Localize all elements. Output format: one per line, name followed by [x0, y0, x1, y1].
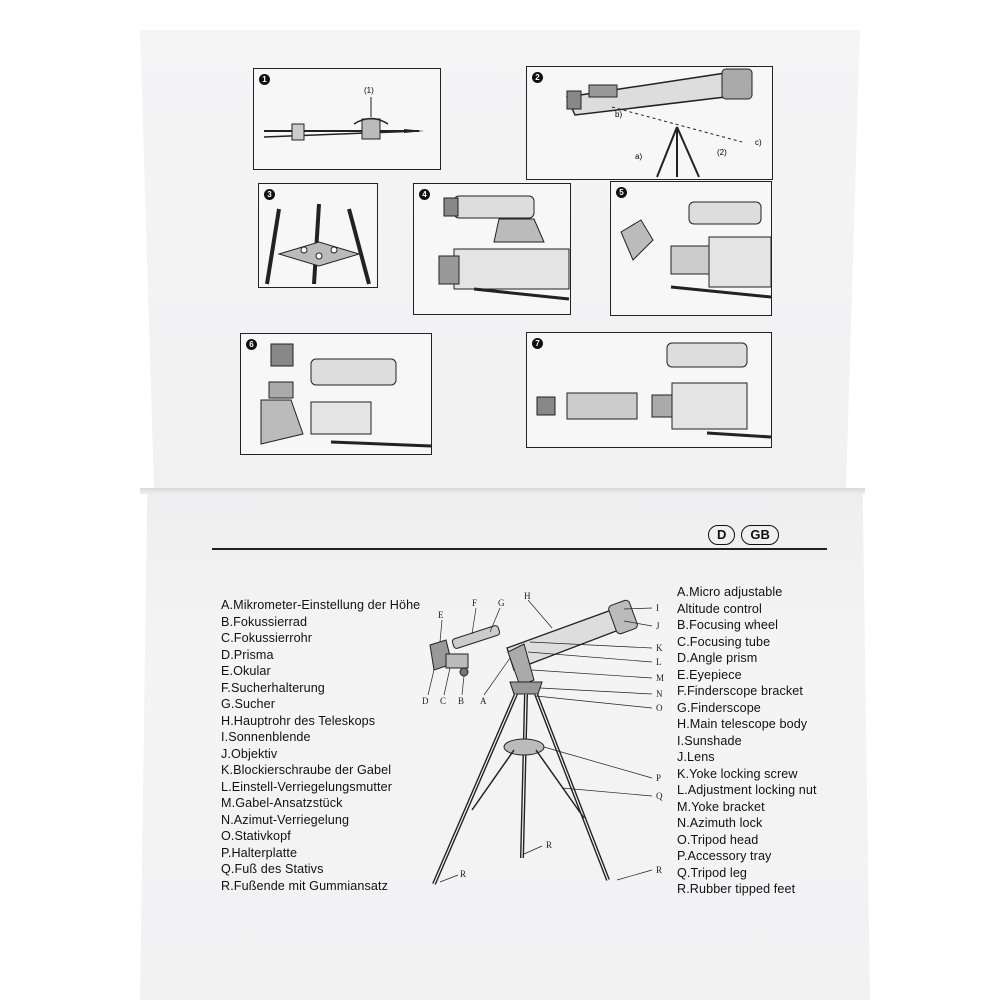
list-item: R.Fußende mit Gummiansatz	[221, 878, 388, 893]
step-1-panel	[253, 68, 441, 170]
list-item: I.Sunshade	[677, 733, 742, 748]
step-3-panel	[258, 183, 378, 288]
diagram-label-q: Q	[656, 791, 663, 801]
step-7-panel	[526, 332, 772, 448]
diagram-label-n: N	[656, 689, 663, 699]
list-item: B.Fokussierrad	[221, 614, 308, 629]
list-item: H.Hauptrohr des Teleskops	[221, 713, 376, 728]
list-item: L.Einstell-Verriegelungsmutter	[221, 779, 392, 794]
parts-list-german	[221, 597, 420, 894]
diagram-label-i: I	[656, 603, 659, 613]
step-number: 4	[419, 189, 430, 200]
list-item: I.Sonnenblende	[221, 730, 311, 744]
step-4-panel	[413, 183, 571, 315]
page-fold	[140, 488, 865, 494]
list-item: F.Sucherhalterung	[221, 680, 325, 695]
list-item: G.Sucher	[221, 697, 275, 711]
list-item: C.Fokussierrohr	[221, 631, 313, 645]
list-item: G.Finderscope	[677, 700, 761, 715]
list-item: H.Main telescope body	[677, 717, 808, 731]
header-rule	[212, 548, 827, 550]
step-4-illustration	[414, 184, 570, 314]
list-item: E.Okular	[221, 664, 271, 678]
step-number: 2	[532, 72, 543, 83]
diagram-label-f: F	[472, 598, 478, 608]
diagram-label-j: J	[656, 621, 660, 631]
diagram-label-l: L	[656, 657, 662, 667]
step-2-callout-a: a)	[635, 152, 643, 161]
diagram-label-c: C	[440, 696, 447, 706]
diagram-label-b: B	[458, 696, 465, 706]
step-3-illustration	[259, 184, 377, 287]
list-item: P.Halterplatte	[221, 845, 298, 860]
step-number: 3	[264, 189, 275, 200]
step-5-panel	[610, 181, 772, 316]
step-2-callout-2: (2)	[717, 148, 727, 157]
step-1-callout: (1)	[364, 86, 374, 95]
list-item: A.Mikrometer-Einstellung der Höhe	[221, 598, 421, 612]
diagram-label-k: K	[656, 643, 663, 653]
list-item: O.Tripod head	[677, 832, 759, 847]
diagram-label-p: P	[656, 773, 662, 783]
step-2-panel	[526, 66, 773, 180]
parts-list-english	[677, 584, 817, 898]
step-number: 7	[532, 338, 543, 349]
diagram-label-a: A	[480, 696, 487, 706]
telescope-diagram	[412, 590, 682, 900]
list-item: J.Lens	[677, 750, 715, 764]
step-1-illustration	[254, 69, 440, 169]
list-item: N.Azimut-Verriegelung	[221, 812, 350, 827]
diagram-label-r: R	[656, 865, 663, 875]
list-item: J.Objektiv	[221, 746, 278, 761]
diagram-label-r: R	[546, 840, 553, 850]
list-item: D.Prisma	[221, 647, 274, 662]
step-6-panel	[240, 333, 432, 455]
list-item: D.Angle prism	[677, 651, 758, 665]
list-item: A.Micro adjustable	[677, 585, 783, 599]
step-5-illustration	[611, 182, 771, 315]
diagram-label-e: E	[438, 610, 444, 620]
step-number: 5	[616, 187, 627, 198]
step-2-illustration	[527, 67, 772, 179]
list-item: Q.Tripod leg	[677, 865, 748, 880]
list-item: Altitude control	[677, 601, 762, 616]
language-badges	[708, 525, 779, 545]
list-item: O.Stativkopf	[221, 829, 291, 843]
list-item: C.Focusing tube	[677, 634, 771, 649]
step-number: 6	[246, 339, 257, 350]
list-item: P.Accessory tray	[677, 849, 772, 863]
list-item: B.Focusing wheel	[677, 618, 779, 632]
diagram-label-d: D	[422, 696, 429, 706]
step-7-illustration	[527, 333, 771, 447]
list-item: N.Azimuth lock	[677, 816, 763, 830]
diagram-label-h: H	[524, 591, 531, 601]
step-6-illustration	[241, 334, 431, 454]
list-item: K.Blockierschraube der Gabel	[221, 763, 392, 777]
diagram-label-o: O	[656, 703, 663, 713]
list-item: R.Rubber tipped feet	[677, 882, 796, 896]
language-badge-gb: GB	[741, 525, 779, 545]
diagram-label-m: M	[656, 673, 665, 683]
list-item: M.Gabel-Ansatzstück	[221, 796, 343, 810]
diagram-label-r: R	[460, 869, 467, 879]
list-item: Q.Fuß des Stativs	[221, 862, 324, 876]
step-2-callout-c: c)	[755, 138, 762, 147]
list-item: E.Eyepiece	[677, 667, 742, 682]
list-item: M.Yoke bracket	[677, 799, 765, 814]
diagram-label-g: G	[498, 598, 505, 608]
language-badge-d: D	[708, 525, 735, 545]
step-number: 1	[259, 74, 270, 85]
list-item: L.Adjustment locking nut	[677, 783, 817, 797]
list-item: F.Finderscope bracket	[677, 684, 803, 698]
list-item: K.Yoke locking screw	[677, 766, 798, 781]
step-2-callout-b: b)	[615, 110, 623, 119]
